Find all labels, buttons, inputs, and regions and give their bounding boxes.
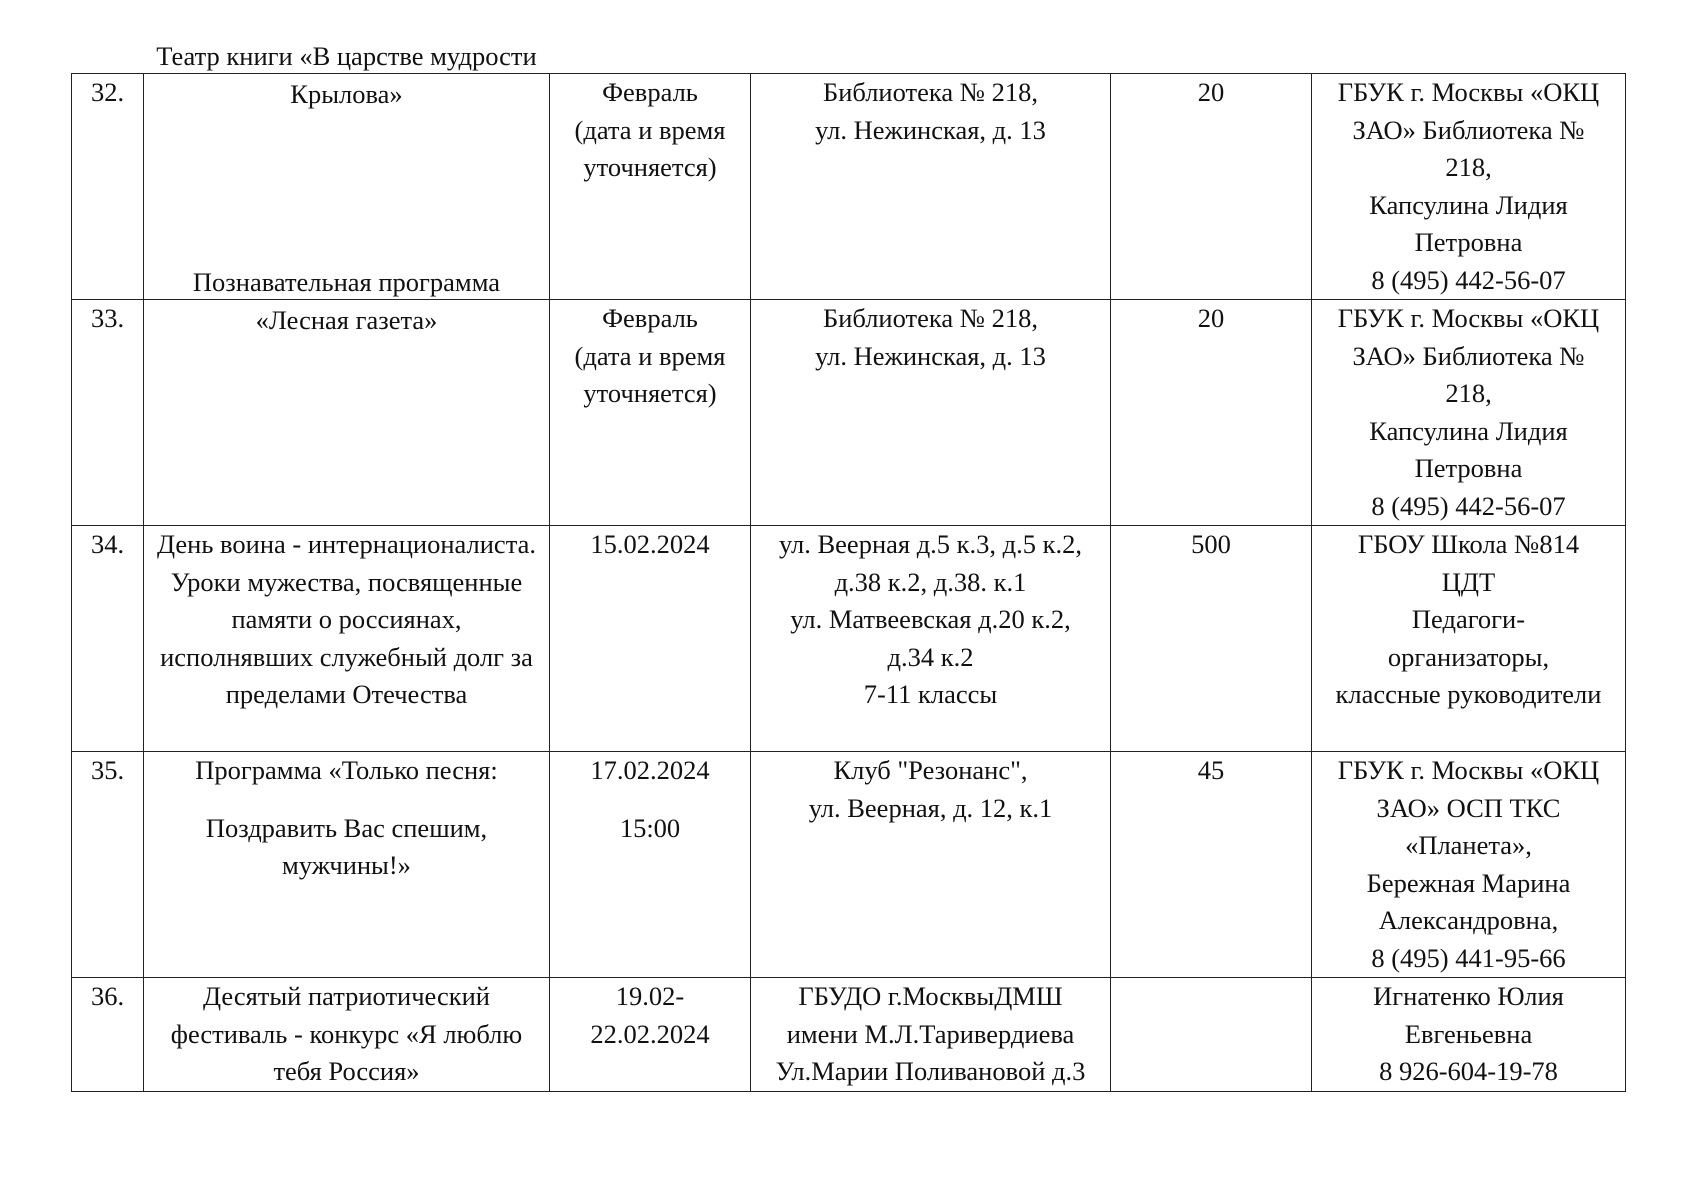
event-organizer: ГБУК г. Москвы «ОКЦ ЗАО» Библиотека № 218, Капсулина Лидия Петровна 8 (495) 442-56-07 (1312, 300, 1626, 526)
participant-count (1111, 978, 1312, 1092)
event-name-line: Программа «Только песня: (195, 755, 498, 785)
event-organizer: ГБОУ Школа №814 ЦДТ Педагоги- организаторы, классные руководители (1312, 526, 1626, 752)
event-place: ГБУДО г.МосквыДМШ имени М.Л.Таривердиева Ул.Марии Поливановой д.3 (751, 978, 1111, 1092)
event-name-line: Поздравить Вас спешим, мужчины!» (205, 812, 488, 880)
event-name-text: День воина - интернационалиста. Уроки мужества, посвященные памяти о россиянах, исполнявших служебный долг за пределами Отечества (157, 529, 536, 709)
event-date: Февраль (дата и время уточняется) (550, 74, 751, 300)
event-date: 15.02.2024 (550, 526, 751, 752)
table-row (72, 752, 1626, 978)
event-name (144, 978, 550, 1092)
participant-count: 45 (1111, 752, 1312, 978)
event-name (144, 526, 550, 752)
row-number: 34. (72, 526, 144, 752)
row-number: 36. (72, 978, 144, 1092)
event-organizer: Игнатенко Юлия Евгеньевна 8 926-604-19-78 (1312, 978, 1626, 1092)
event-place: Библиотека № 218, ул. Нежинская, д. 13 (751, 74, 1111, 300)
participant-count: 20 (1111, 300, 1312, 526)
event-place: Клуб "Резонанс", ул. Веерная, д. 12, к.1 (751, 752, 1111, 978)
event-place: Библиотека № 218, ул. Нежинская, д. 13 (751, 300, 1111, 526)
event-place: ул. Веерная д.5 к.3, д.5 к.2, д.38 к.2, д.38. к.1 ул. Матвеевская д.20 к.2, д.34 к.2 7-11 классы (751, 526, 1111, 752)
event-name-text: Познавательная программа «Лесная газета» (192, 267, 501, 335)
event-date: 17.02.2024 15:00 (550, 752, 751, 978)
event-name (144, 267, 550, 526)
event-organizer: ГБУК г. Москвы «ОКЦ ЗАО» Библиотека № 218, Капсулина Лидия Петровна 8 (495) 442-56-07 (1312, 74, 1626, 300)
table-row (72, 526, 1626, 752)
participant-count: 500 (1111, 526, 1312, 752)
table-row (72, 978, 1626, 1092)
row-number: 33. (72, 300, 144, 526)
event-organizer: ГБУК г. Москвы «ОКЦ ЗАО» ОСП ТКС «Планета», Бережная Марина Александровна, 8 (495) 441-95-66 (1312, 752, 1626, 978)
row-number: 32. (72, 74, 144, 300)
events-table (71, 41, 1626, 1092)
event-date: Февраль (дата и время уточняется) (550, 300, 751, 526)
event-name-text: Театр книги «В царстве мудрости Крылова» (156, 41, 537, 109)
event-name-text: Десятый патриотический фестиваль - конкурс «Я люблю тебя Россия» (170, 981, 523, 1086)
row-number: 35. (72, 752, 144, 978)
event-name (144, 752, 550, 978)
event-date: 19.02- 22.02.2024 (550, 978, 751, 1092)
participant-count: 20 (1111, 74, 1312, 300)
table-row (72, 300, 1626, 526)
